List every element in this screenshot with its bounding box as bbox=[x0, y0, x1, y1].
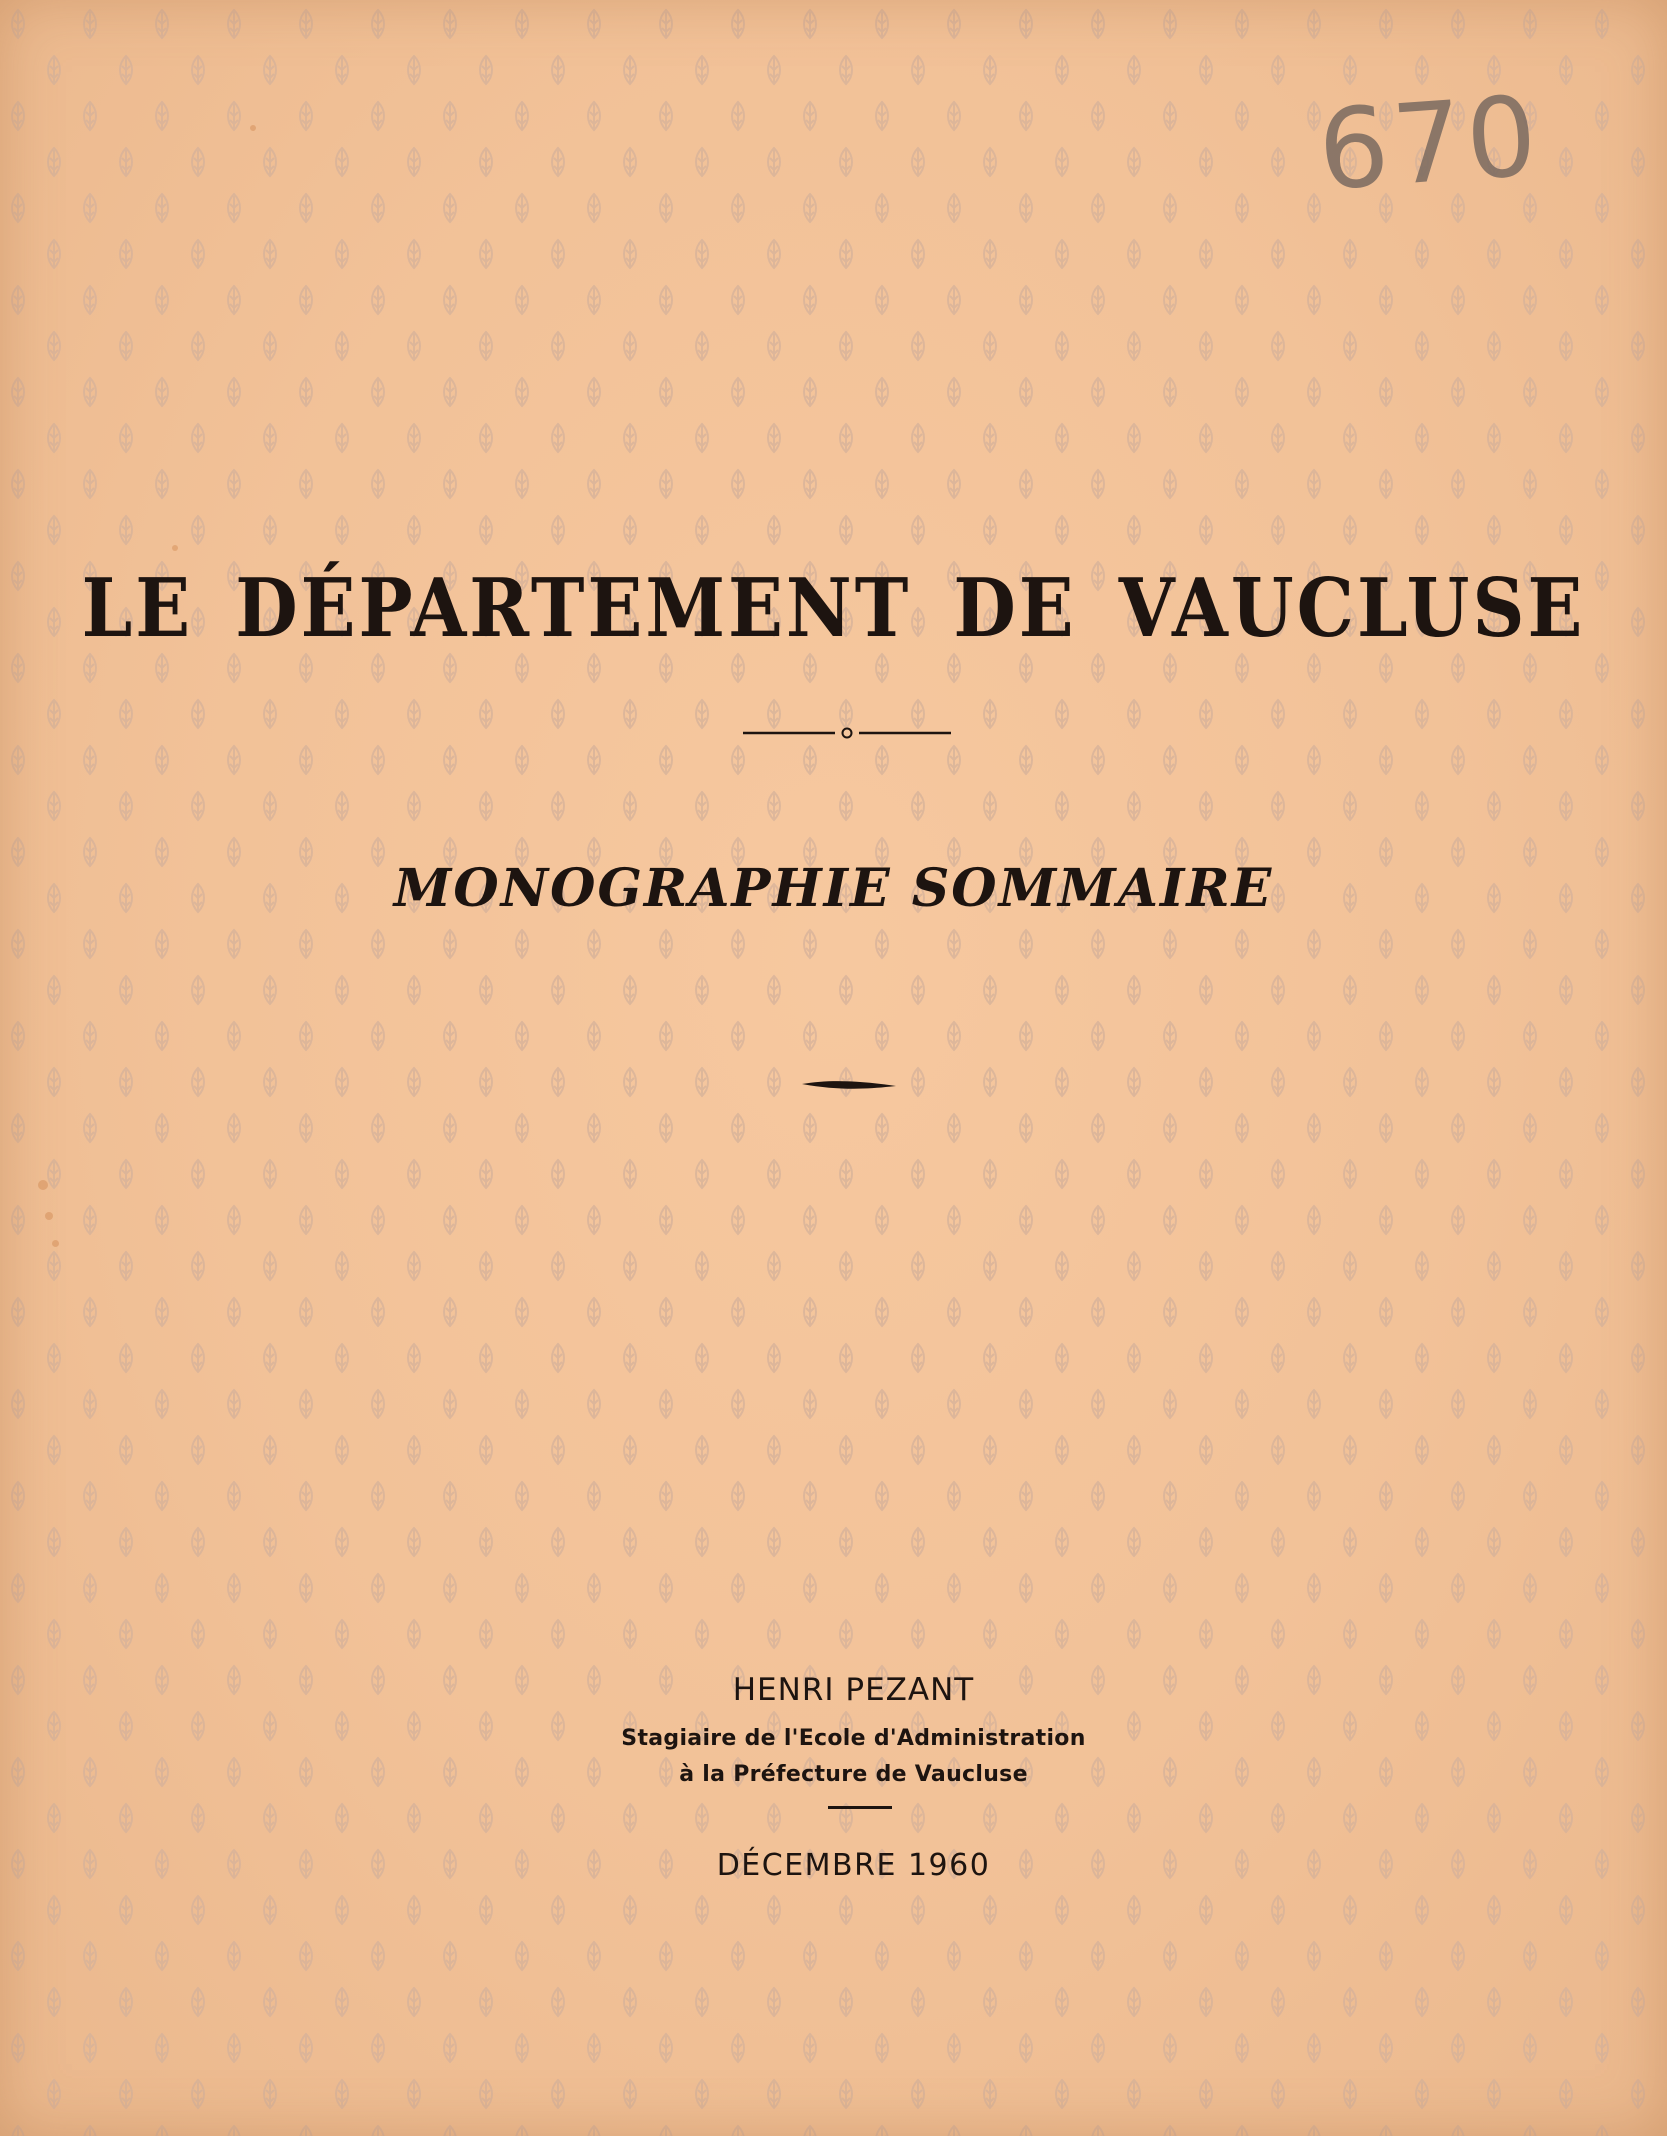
swash-dash-ornament bbox=[800, 1075, 900, 1097]
stain-spot bbox=[45, 1212, 53, 1220]
stain-spot bbox=[172, 545, 178, 551]
stain-spot bbox=[52, 1240, 59, 1247]
publication-date-block bbox=[0, 1848, 1667, 1883]
author-role-line-2-block bbox=[0, 1762, 1667, 1787]
stain-spot bbox=[38, 1180, 48, 1190]
author-role-line-1: Stagiaire de l'Ecole d'Administration bbox=[621, 1726, 1086, 1751]
rule-with-circle-ornament bbox=[740, 726, 955, 740]
catalog-number-handwritten bbox=[1314, 71, 1545, 257]
stain-spot bbox=[250, 125, 256, 131]
document-subtitle: MONOGRAPHIE SOMMAIRE bbox=[393, 858, 1274, 919]
short-divider-rule bbox=[828, 1806, 892, 1809]
author-name-block bbox=[0, 1672, 1667, 1708]
author-role-line-2: à la Préfecture de Vaucluse bbox=[679, 1762, 1028, 1787]
publication-date: DÉCEMBRE 1960 bbox=[716, 1848, 991, 1883]
catalog-number: 670 bbox=[1314, 71, 1545, 215]
document-title: LE DÉPARTEMENT DE VAUCLUSE bbox=[81, 559, 1586, 656]
author-name: HENRI PEZANT bbox=[732, 1672, 975, 1708]
author-role-line-1-block bbox=[0, 1726, 1667, 1751]
